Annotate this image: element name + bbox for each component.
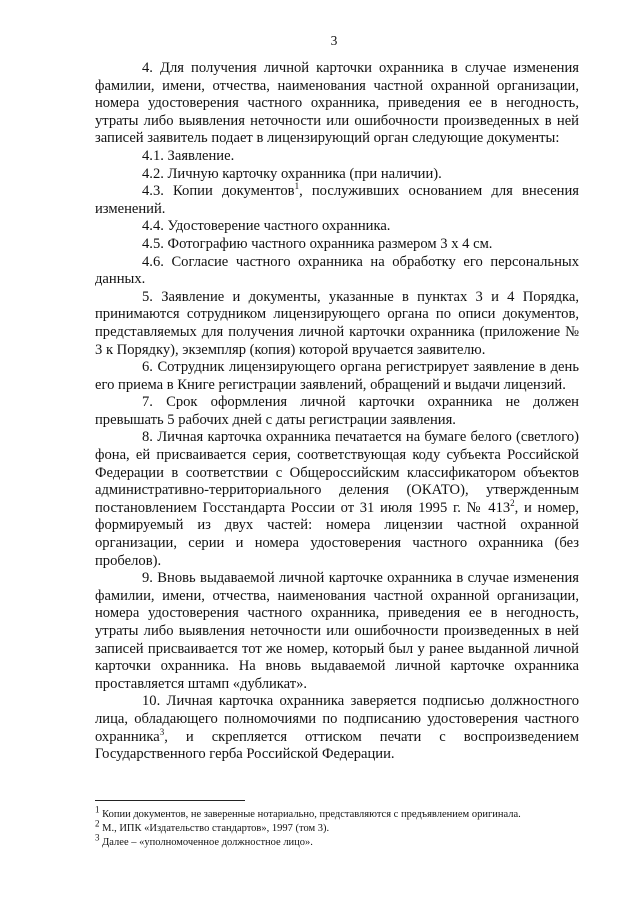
paragraph-4: 4. Для получения личной карточки охранника в случае изменения фамилии, имени, отчества, наименования частной охранной организации, номера удостоверения частного охранника, приведения ее в негодность, утраты либо выявления неточности или ошибочности произведенных в ней записей заявитель подает в лицензирующий орган следующие документы: [95, 60, 579, 147]
paragraph-10-text-cont: , и скрепляется оттиском печати с воспроизведением Государственного герба Российской Федерации. [95, 728, 579, 763]
footnote-text-1: Копии документов, не заверенные нотариально, представляются с предъявлением оригинала. [99, 809, 521, 820]
paragraph-9: 9. Вновь выдаваемой личной карточке охранника в случае изменения фамилии, имени, отчества, наименования частной охранной организации, номера удостоверения частного охранника, приведения ее в негодность, утраты либо выявления неточности или ошибочности произведенных в ней записей присваивается тот же номер, который был у ранее выданной личной карточки охранника. На вновь выдаваемой личной карточке охранника проставляется штамп «дубликат». [95, 570, 579, 692]
footnote-3 [95, 832, 579, 850]
paragraph-5: 5. Заявление и документы, указанные в пунктах 3 и 4 Порядка, принимаются сотрудником лицензирующего органа по описи документов, представляемых для получения личной карточки охранника (приложение № 3 к Порядку), экземпляр (копия) которой вручается заявителю. [95, 288, 579, 358]
document-body [95, 60, 579, 764]
paragraph-4-4: 4.4. Удостоверение частного охранника. [142, 218, 391, 235]
footnote-2 [95, 818, 579, 836]
paragraph-6: 6. Сотрудник лицензирующего органа регистрирует заявление в день его приема в Книге регистрации заявлений, обращений и выдачи лицензий. [95, 359, 579, 393]
paragraph-4-5: 4.5. Фотографию частного охранника размером 3 х 4 см. [142, 235, 493, 252]
footnote-ref-1: 1 [294, 181, 300, 192]
paragraph-10 [95, 693, 579, 763]
footnote-ref-3: 3 [159, 726, 165, 737]
paragraph-8-text: 8. Личная карточка охранника печатается на бумаге белого (светлого) фона, ей присваивается серия, соответствующая коду субъекта Российской Федерации в соответствии с Общероссийским классификатором объектов административно-территориального деления (ОКАТО), утвержденным постановлением Госстандарта России от 31 июля 1995 г. № 413 [95, 429, 579, 516]
footnote-text-3: Далее – «уполномоченное должностное лицо». [99, 837, 313, 848]
paragraph-4-3-text: 4.3. Копии документов [142, 183, 295, 200]
footnote-ref-2: 2 [510, 497, 515, 508]
footnotes [95, 804, 579, 850]
page-number: 3 [330, 33, 338, 48]
footnote-mark-3: 3 [95, 832, 100, 843]
paragraph-4-3 [95, 183, 579, 218]
paragraph-4-1: 4.1. Заявление. [142, 147, 235, 164]
paragraph-8 [95, 429, 579, 570]
paragraph-10-text: 10. Личная карточка охранника заверяется подписью должностного лица, обладающего полномочиями по подписанию удостоверения частного охранника [95, 693, 579, 745]
paragraph-4-2: 4.2. Личную карточку охранника (при наличии). [142, 165, 442, 182]
footnote-mark-1: 1 [95, 804, 100, 815]
footnote-mark-2: 2 [95, 818, 100, 829]
paragraph-8-text-cont: , и номер, формируемый из двух частей: номера лицензии частной охранной организации, серии и номера удостоверения частного охранника (без пробелов). [95, 499, 579, 569]
footnote-1 [95, 804, 579, 822]
footnote-text-2: М., ИПК «Издательство стандартов», 1997 (том 3). [99, 823, 330, 834]
paragraph-4-6: 4.6. Согласие частного охранника на обработку его персональных данных. [95, 253, 579, 288]
paragraph-7: 7. Срок оформления личной карточки охранника не должен превышать 5 рабочих дней с даты регистрации заявления. [95, 394, 579, 428]
footnote-divider [95, 800, 245, 801]
paragraph-4-3-text-cont: , послуживших основанием для внесения изменений. [95, 183, 579, 217]
